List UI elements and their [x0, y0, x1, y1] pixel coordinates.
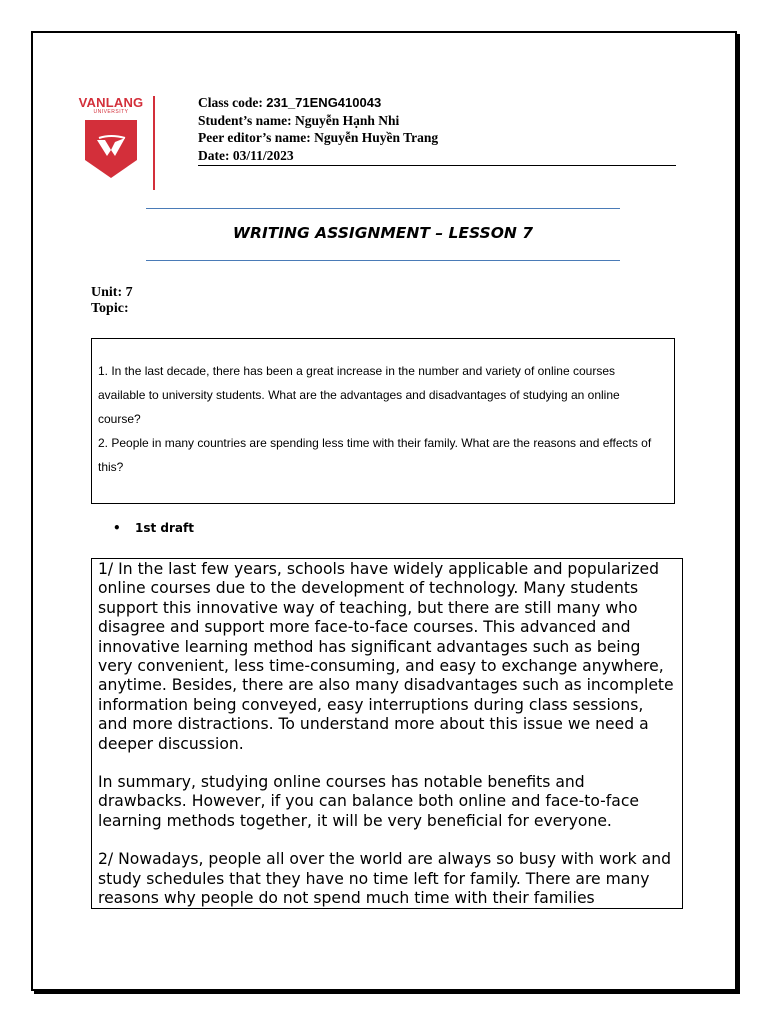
student-name: Student’s name: Nguyễn Hạnh Nhi — [198, 112, 400, 128]
unit-topic — [91, 285, 133, 317]
prompt-box — [91, 338, 675, 504]
essay-box — [91, 558, 683, 909]
essay-paragraph: 1/ In the last few years, schools have widely applicable and popularized online courses due to the development of technology. Many students support this innovative way of teaching, but there are still many who disagree and support more face-to-face courses. This advanced and innovative learning method has significant advantages such as being very convenient, less time-consuming, and easy to exchange anywhere, anytime. Besides, there are also many disadvantages such as incomplete information being conveyed, easy interruptions during class sessions, and more distractions. To understand more about this issue we need a deeper discussion. — [98, 560, 674, 753]
prompt-item: 1. In the last decade, there has been a great increase in the number and variety of online courses available to university students. What are the advantages and disadvantages of studying an online course? — [98, 364, 620, 426]
prompt-item: 2. People in many countries are spending less time with their family. What are the reasons and effects of this? — [98, 436, 652, 474]
university-logo — [72, 95, 154, 190]
page-title: WRITING ASSIGNMENT – LESSON 7 — [232, 224, 534, 242]
essay-paragraph: In summary, studying online courses has notable benefits and drawbacks. However, if you can balance both online and face-to-face learning methods together, it will be very beneficial for everyone. — [98, 773, 640, 830]
draft-heading: • 1st draft — [113, 521, 194, 535]
logo-subtitle: UNIVERSITY — [93, 109, 129, 115]
header-info — [198, 94, 676, 166]
logo-name: VANLANG — [78, 95, 144, 110]
shield-icon — [85, 120, 137, 178]
title-divider-top — [146, 208, 620, 209]
logo-divider — [153, 96, 155, 190]
peer-editor: Peer editor’s name: Nguyễn Huyền Trang — [198, 130, 439, 145]
title-divider-bottom — [146, 260, 620, 261]
essay-paragraph: 2/ Nowadays, people all over the world are always so busy with work and study schedules that they have no time left for family. There are many reasons why people do not spend much time with their families — [98, 850, 671, 908]
bullet-icon: • — [113, 521, 121, 535]
unit-label: Unit: 7 — [91, 285, 133, 300]
class-code: Class code: 231_71ENG410043 — [198, 95, 382, 110]
date: Date: 03/11/2023 — [198, 147, 294, 163]
topic-label: Topic: — [91, 301, 129, 316]
